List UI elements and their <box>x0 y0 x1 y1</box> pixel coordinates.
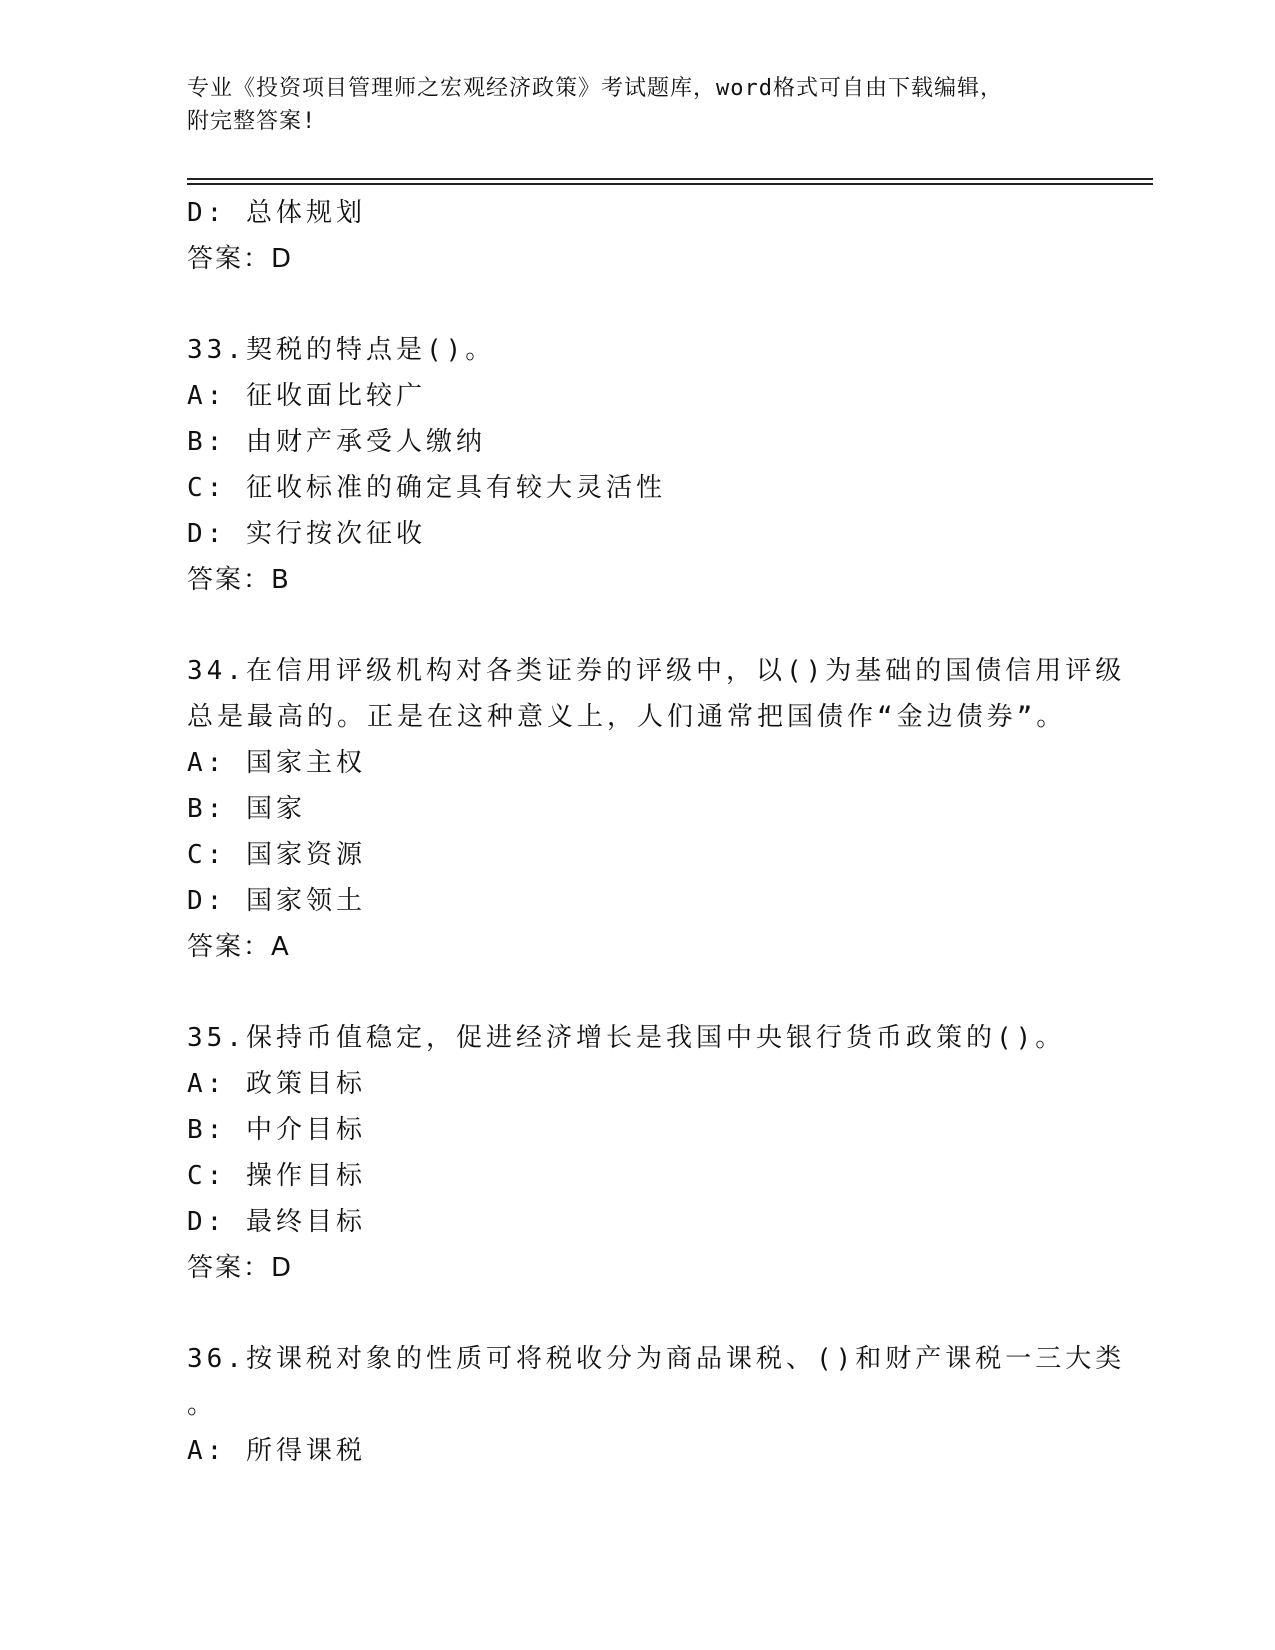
option-a: A: 国家主权 <box>187 748 366 778</box>
option-d: D: 国家领土 <box>187 886 366 916</box>
spacer <box>187 1291 1087 1336</box>
spacer <box>187 970 1087 1015</box>
option-a: A: 政策目标 <box>187 1069 366 1099</box>
option-b: B: 国家 <box>187 794 306 824</box>
answer: 答案：B <box>187 565 291 595</box>
option-d: D: 最终目标 <box>187 1207 366 1237</box>
question-stem: 34.在信用评级机构对各类证券的评级中，以()为基础的国债信用评级 <box>187 656 1126 686</box>
answer: 答案：D <box>187 1253 294 1283</box>
question-stem-continued: 。 <box>187 1390 218 1420</box>
question-list <box>187 190 1126 1474</box>
spacer <box>187 282 1087 327</box>
option-c: C: 操作目标 <box>187 1161 366 1191</box>
option-a: A: 所得课税 <box>187 1436 366 1466</box>
option-d: D: 总体规划 <box>187 198 366 228</box>
header-rule-top <box>187 178 1153 180</box>
question-stem: 35.保持币值稳定，促进经济增长是我国中央银行货币政策的()。 <box>187 1023 1066 1053</box>
question-stem: 33.契税的特点是()。 <box>187 335 496 365</box>
header-line-2: 附完整答案! <box>187 109 317 134</box>
option-b: B: 由财产承受人缴纳 <box>187 427 486 457</box>
document-header <box>187 72 1067 138</box>
question-stem-continued: 总是最高的。正是在这种意义上，人们通常把国债作“金边债券”。 <box>187 702 1067 732</box>
spacer <box>187 603 1087 648</box>
option-a: A: 征收面比较广 <box>187 381 426 411</box>
header-line-1: 专业《投资项目管理师之宏观经济政策》考试题库，word格式可自由下载编辑， <box>187 76 1003 101</box>
option-b: B: 中介目标 <box>187 1115 366 1145</box>
header-rule-bottom <box>187 183 1153 185</box>
option-d: D: 实行按次征收 <box>187 519 426 549</box>
answer: 答案：A <box>187 932 291 962</box>
option-c: C: 国家资源 <box>187 840 366 870</box>
answer: 答案：D <box>187 244 294 274</box>
question-stem: 36.按课税对象的性质可将税收分为商品课税、()和财产课税一三大类 <box>187 1344 1126 1374</box>
option-c: C: 征收标准的确定具有较大灵活性 <box>187 473 666 503</box>
